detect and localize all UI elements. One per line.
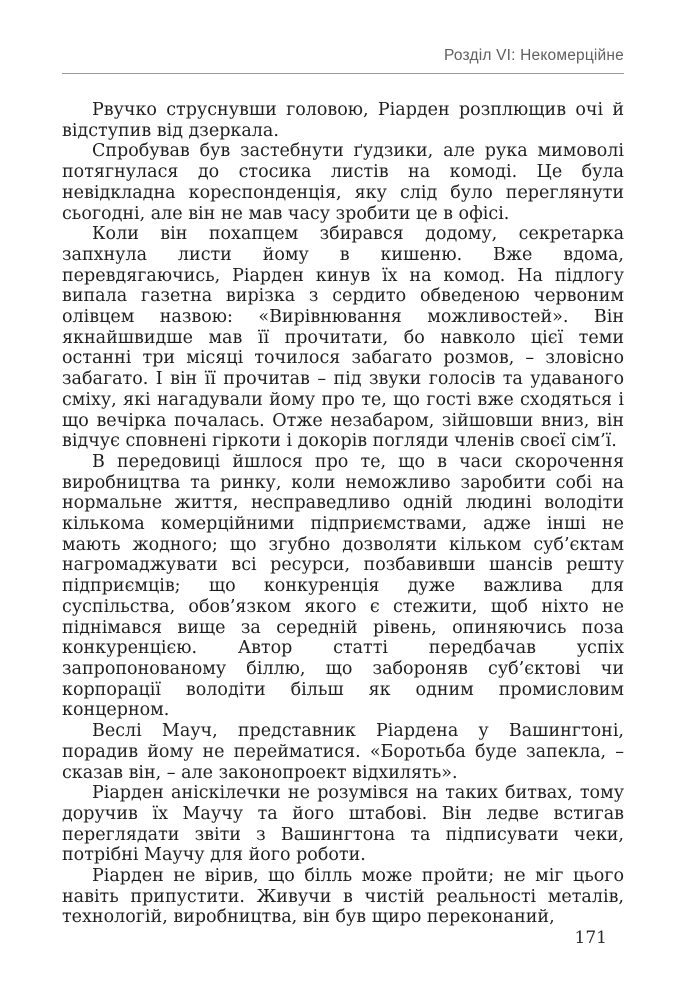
header-rule [62, 73, 624, 74]
paragraph: Ріарден аніскілечки не розумівся на таких битвах, тому доручив їх Маучу та його штабові. Він ледве встигав переглядати звіти з Вашингтона та підписувати чеки, потрібні Маучу для його роботи. [62, 783, 624, 866]
paragraph: Спробував був застебнути ґудзики, але рука мимоволі потягнулася до стосика листів на комоді. Це була невідкладна кореспонденція, яку слід було переглянути сьогодні, але він не мав часу зробити це в офісі. [62, 141, 624, 224]
paragraph: Веслі Мауч, представник Ріардена у Вашингтоні, порадив йому не перейматися. «Боротьба буде запекла, – сказав він, – але законопроект відхилять». [62, 721, 624, 783]
paragraph: Коли він похапцем збирався додому, секретарка запхнула листи йому в кишеню. Вже вдома, перевдягаючись, Ріарден кинув їх на комод. На підлогу випала газетна вирізка з сердито обведеною червоним олівцем назвою: «Вирівнювання можливостей». Він якнайшвидше мав її прочитати, бо навколо цієї теми останні три місяці точилося забагато розмов, – зловісно забагато. І він її прочитав – під звуки голосів та удаваного сміху, які нагадували йому про те, що гості вже сходяться і що вечірка почалась. Отже незабаром, зійшовши вниз, він відчує сповнені гіркоти і докорів погляди членів своєї сім’ї. [62, 224, 624, 452]
page-number: 171 [574, 928, 607, 949]
paragraph: В передовиці йшлося про те, що в часи скорочення виробництва та ринку, коли неможливо заробити собі на нормальне життя, несправедливо одній людині володіти кількома комерційними підприємствами, адже інші не мають жодного; що згубно дозволяти кільком суб’єктам нагромаджувати всі ресурси, позбавивши шансів решту підприємців; що конкуренція дуже важлива для суспільства, обов’язком якого є стежити, щоб ніхто не піднімався вище за середній рівень, опиняючись поза конкуренцією. Автор статті передбачав успіх запропонованому біллю, що забороняв суб’єктові чи корпорації володіти більш як одним промисловим концерном. [62, 451, 624, 721]
running-header-chapter-title: Розділ VI: Некомерційне [443, 47, 624, 64]
page-body [62, 100, 624, 928]
paragraph: Рвучко струснувши головою, Ріарден розплющив очі й відступив від дзеркала. [62, 100, 624, 141]
paragraph: Ріарден не вірив, що білль може пройти; не міг цього навіть припустити. Живучи в чистій реальності металів, технологій, виробництва, він був щиро переконаний, [62, 866, 624, 928]
